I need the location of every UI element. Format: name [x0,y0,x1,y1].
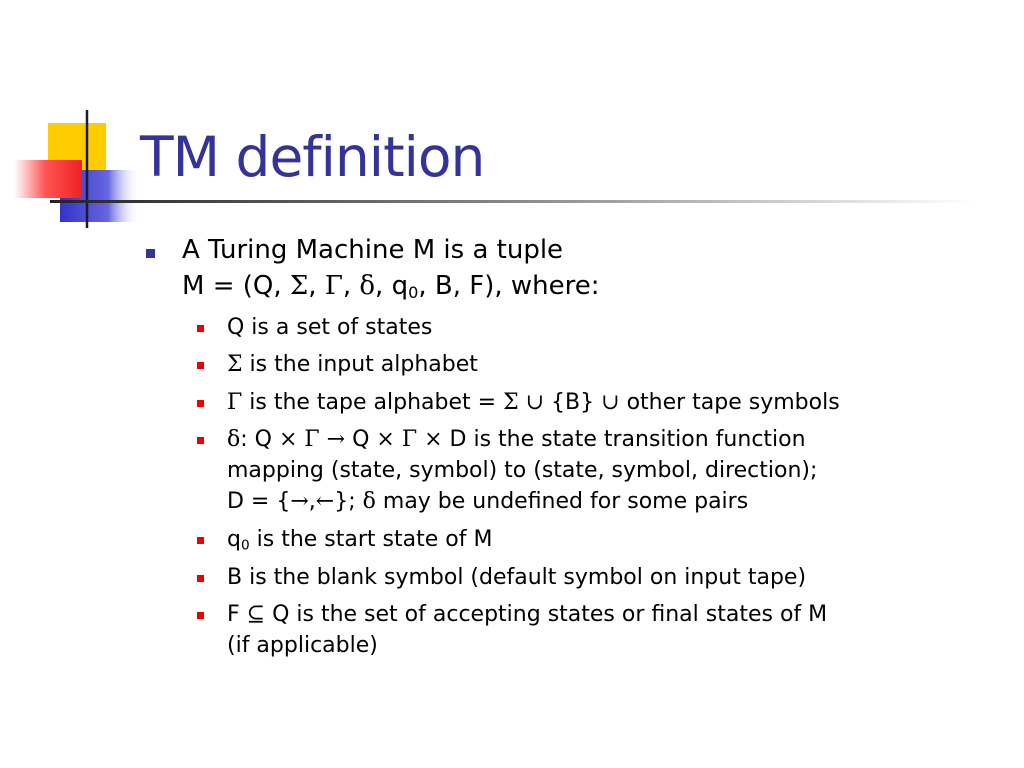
title-underline [50,200,974,203]
transition-line-2: mapping (state, symbol) to (state, symbol, direction); [227,458,818,483]
list-item-states: Q is a set of states [227,315,433,340]
final-states-line-2: (if applicable) [227,633,378,658]
list-item-input-alphabet: Σ is the input alphabet [227,352,478,377]
slide-title: TM definition [140,125,485,189]
bullet-marker [197,325,204,332]
transition-line-3: D = {→,←}; δ may be undefined for some pairs [227,489,749,514]
bullet-marker [197,437,204,444]
list-item-transition-function [227,424,817,517]
bullet-marker [197,575,204,582]
final-states-line-1: F ⊆ Q is the set of accepting states or final states of M [227,602,828,627]
list-item-final-states [227,599,827,661]
bullet-marker [197,612,204,619]
decorative-squares-graphic [0,0,160,240]
transition-line-1: δ: Q × Γ → Q × Γ × D is the state transition function [227,427,806,452]
bullet-marker [146,249,155,258]
red-square [14,160,82,198]
bullet-marker [197,537,204,544]
bullet-marker [197,400,204,407]
main-bullet-text [182,232,599,304]
list-item-blank-symbol: B is the blank symbol (default symbol on input tape) [227,565,807,590]
bullet-marker [197,362,204,369]
main-bullet-line-1: A Turing Machine M is a tuple [182,235,564,265]
main-bullet-line-2: M = (Q, Σ, Γ, δ, $q_0$, B, F), where: [182,271,600,303]
list-item-tape-alphabet: Γ is the tape alphabet = Σ ∪ {B} ∪ other tape symbols [227,390,840,415]
list-item-start-state: $q_0$ is the start state of M [227,527,493,554]
